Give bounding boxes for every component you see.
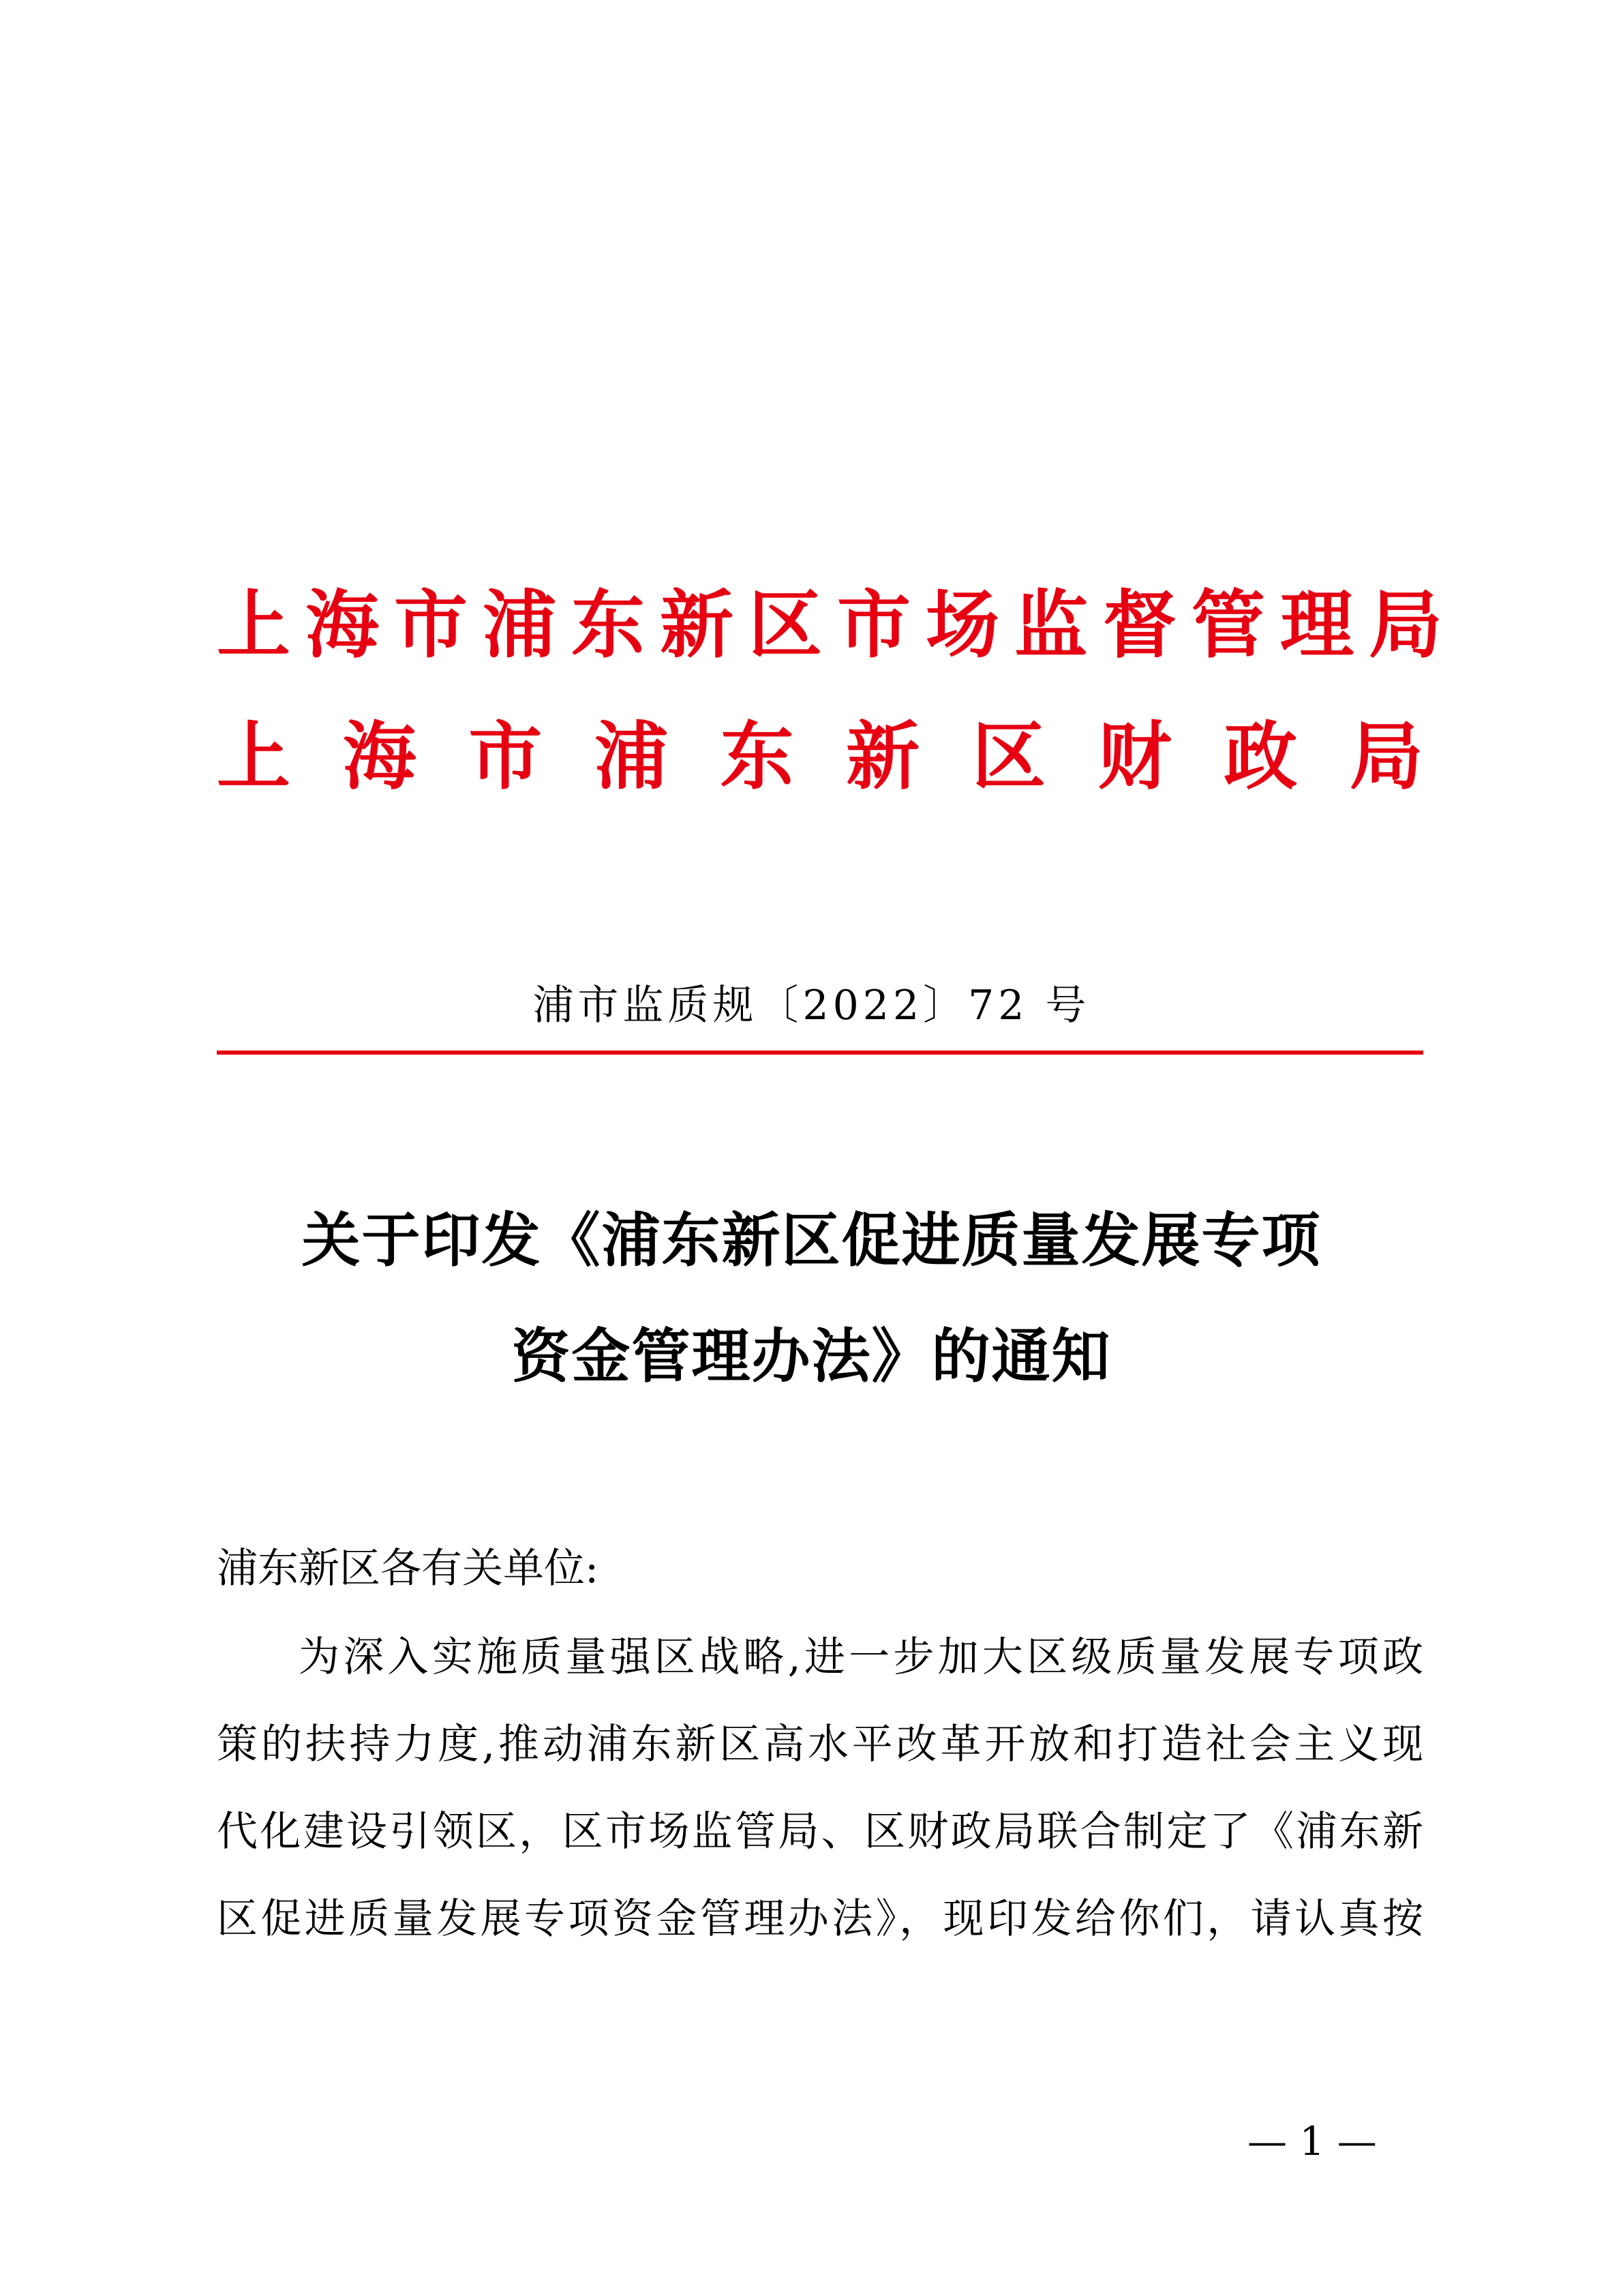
agency-2-char: 海 — [342, 714, 416, 800]
agency-2-char: 政 — [1224, 714, 1298, 800]
agency-2-char: 东 — [720, 714, 794, 800]
agency-2-char: 上 — [217, 714, 291, 800]
paragraph-line: 为深入实施质量强区战略,进一步加大区级质量发展专项政 — [299, 1633, 1423, 1681]
red-divider — [217, 1051, 1423, 1055]
agency-2-char: 局 — [1349, 714, 1423, 800]
salutation: 浦东新区各有关单位: — [217, 1545, 599, 1592]
agency-2-char: 财 — [1097, 714, 1172, 800]
issuing-agency-1: 上海市浦东新区市场监督管理局 — [217, 582, 1458, 668]
agency-2-char: 浦 — [594, 714, 668, 800]
agency-2-char: 新 — [846, 714, 920, 800]
paragraph-line: 区促进质量发展专项资金管理办法》，现印发给你们，请认真按 — [217, 1895, 1423, 1943]
document-number: 浦市监质规〔2022〕72 号 — [532, 982, 1091, 1029]
agency-2-char: 市 — [468, 714, 543, 800]
document-title-line-1: 关于印发《浦东新区促进质量发展专项 — [301, 1206, 1322, 1275]
paragraph-line: 代化建设引领区，区市场监管局、区财政局联合制定了《浦东新 — [217, 1808, 1423, 1856]
agency-2-char: 区 — [971, 714, 1046, 800]
page-number: — 1 — — [1247, 2118, 1377, 2164]
issuing-agency-2 — [217, 716, 1423, 798]
document-title-line-2: 资金管理办法》的通知 — [511, 1322, 1112, 1391]
paragraph-line: 策的扶持力度,推动浦东新区高水平改革开放和打造社会主义现 — [217, 1721, 1423, 1768]
